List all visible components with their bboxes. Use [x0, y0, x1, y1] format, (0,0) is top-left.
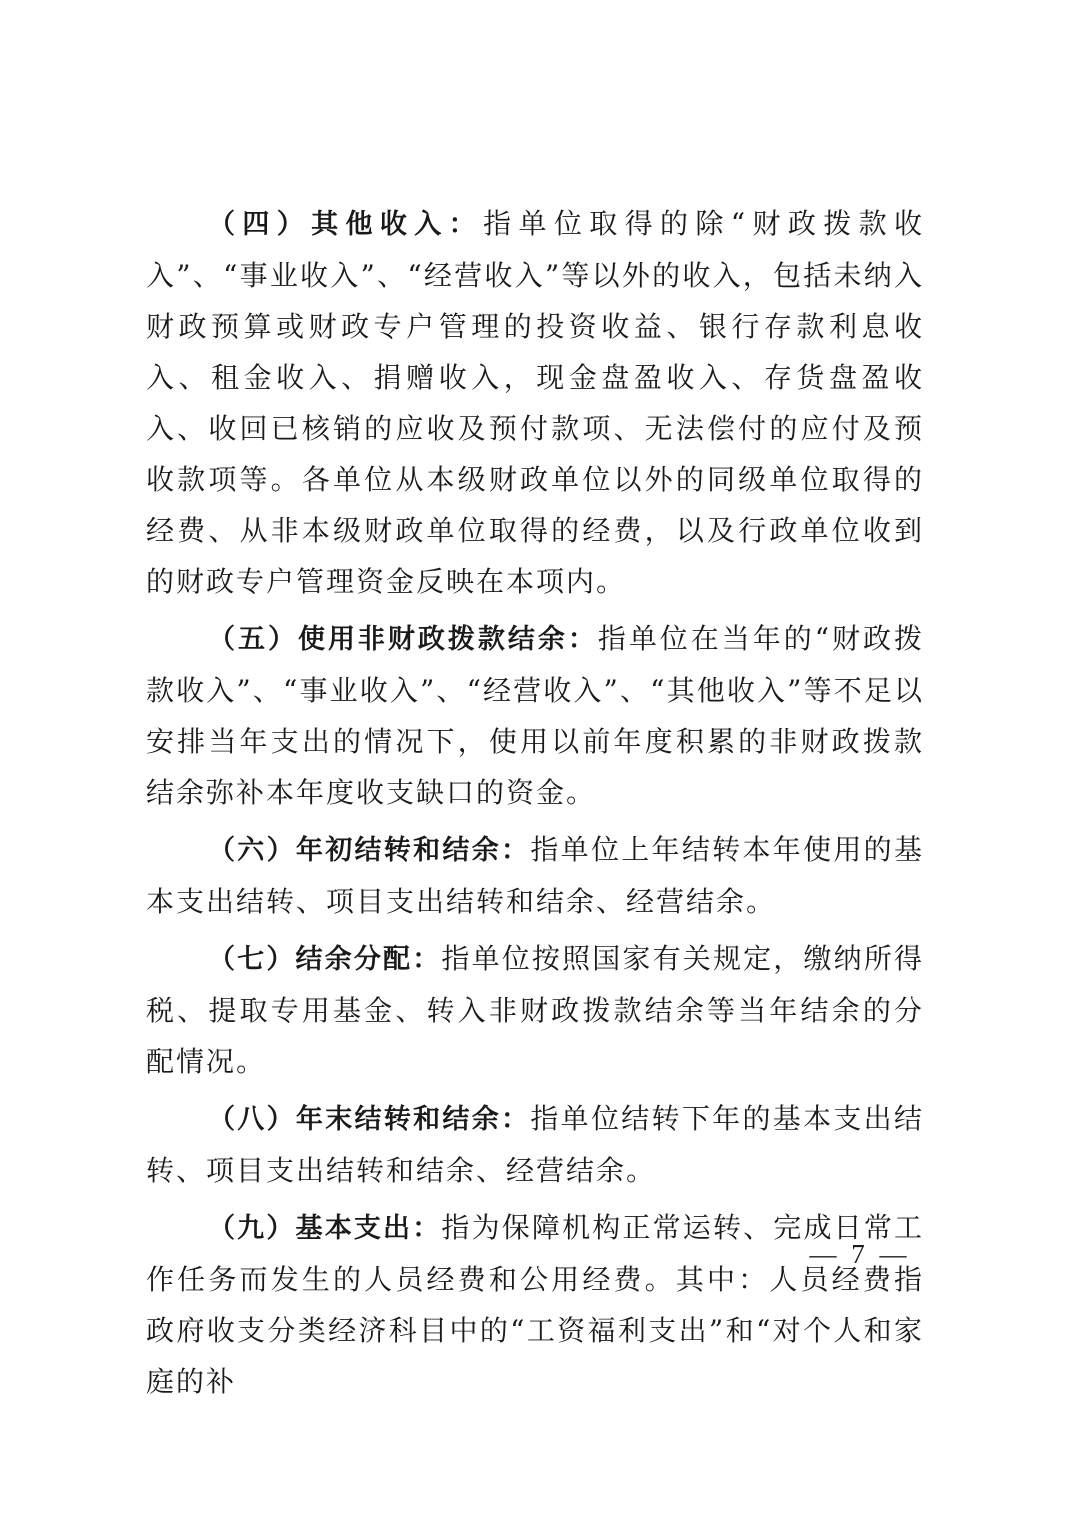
- term-heading: （六）年初结转和结余：: [208, 835, 531, 866]
- paragraph-text: 指单位上年结转本年使用的基本支出结转、项目支出结转和结余、经营结余。: [146, 833, 924, 918]
- term-heading: （九）基本支出：: [208, 1213, 442, 1244]
- paragraph-text: 指单位取得的除“财政拨款收入”、“事业收入”、“经营收入”等以外的收入，包括未纳入财政预算或财政专户管理的投资收益、银行存款利息收入、租金收入、捐赠收入，现金盘盈收入、存货盘盈收入、收回已核销的应收及预付款项、无法偿付的应付及预收款项等。各单位从本级财政单位以外的同级单位取得的经费、从非本级财政单位取得的经费，以及行政单位收到的财政专户管理资金反映在本项内。: [146, 207, 924, 598]
- paragraph-text: 指单位在当年的“财政拨款收入”、“事业收入”、“经营收入”、“其他收入”等不足以安排当年支出的情况下，使用以前年度积累的非财政拨款结余弥补本年度收支缺口的资金。: [146, 622, 925, 809]
- page-number: — 7 —: [809, 1239, 911, 1269]
- paragraph-text: 指单位按照国家有关规定，缴纳所得税、提取专用基金、转入非财政拨款结余等当年结余的分配情况。: [146, 942, 924, 1078]
- document-body: [146, 198, 924, 1413]
- paragraph-closing-carryover: [146, 1093, 924, 1196]
- paragraph-use-non-fiscal-balance: [146, 613, 924, 818]
- paragraph-opening-carryover: [146, 824, 924, 927]
- term-heading: （五）使用非财政拨款结余：: [208, 624, 598, 655]
- term-heading: （八）年末结转和结余：: [208, 1104, 531, 1135]
- term-heading: （四）其他收入：: [208, 209, 484, 240]
- term-heading: （七）结余分配：: [208, 944, 442, 975]
- paragraph-text: 指单位结转下年的基本支出结转、项目支出结转和结余、经营结余。: [146, 1102, 924, 1187]
- paragraph-other-income: [146, 198, 924, 607]
- paragraph-basic-expenditure: [146, 1202, 924, 1407]
- paragraph-text: 指为保障机构正常运转、完成日常工作任务而发生的人员经费和公用经费。其中：人员经费指政府收支分类经济科目中的“工资福利支出”和“对个人和家庭的补: [146, 1211, 924, 1398]
- paragraph-balance-distribution: [146, 933, 924, 1087]
